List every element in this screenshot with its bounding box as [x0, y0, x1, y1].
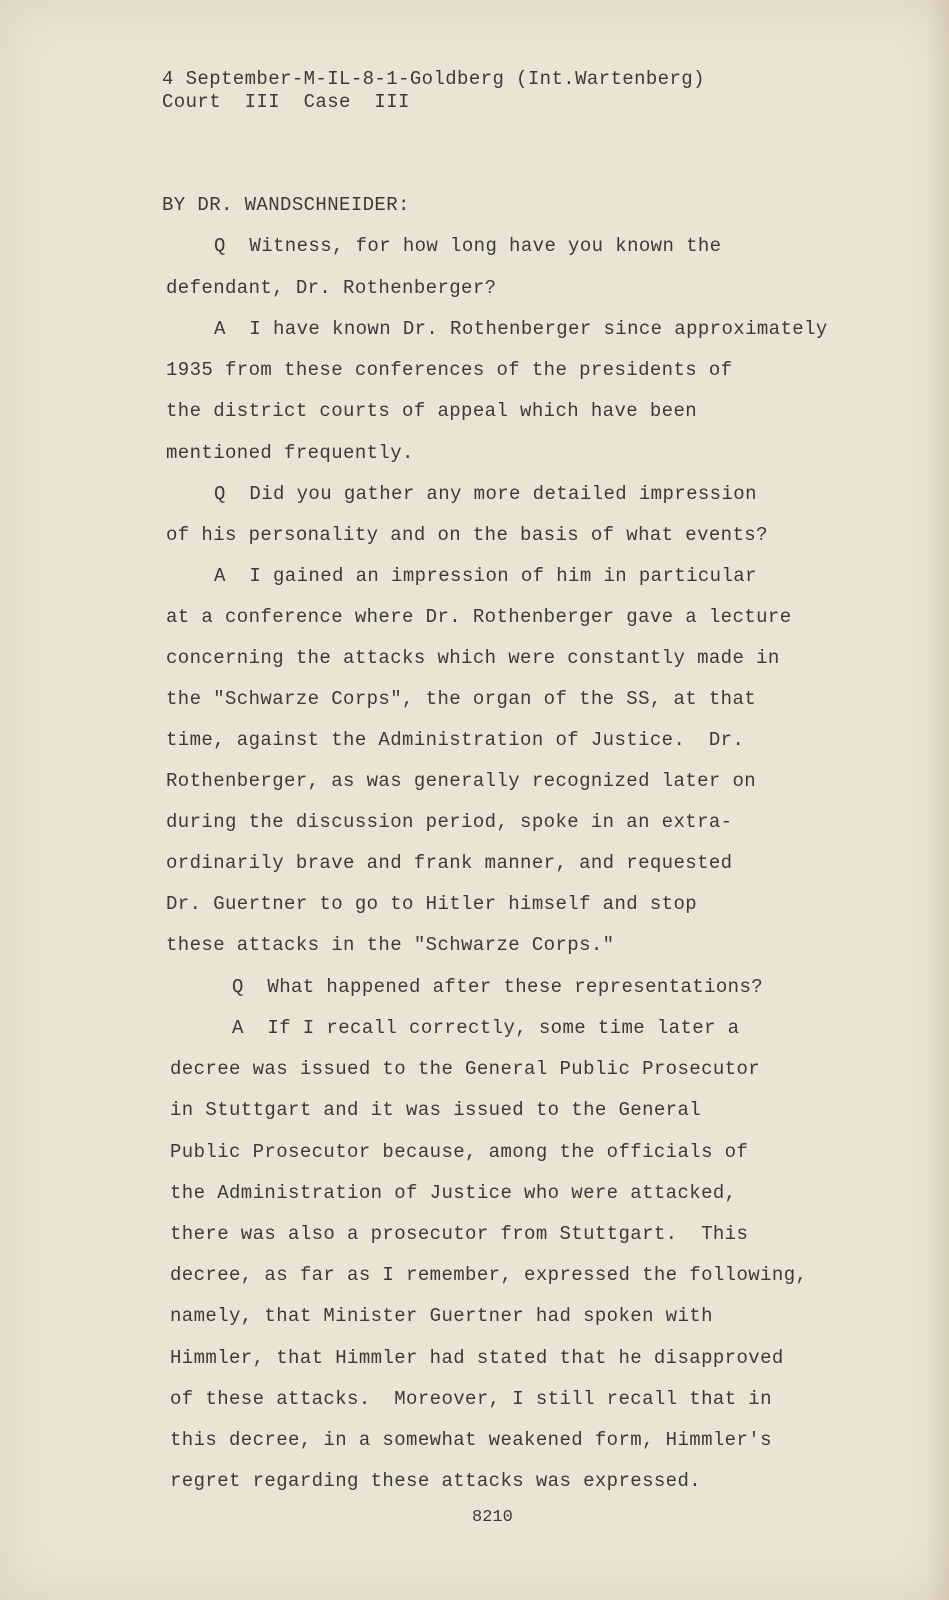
examiner-heading: BY DR. WANDSCHNEIDER:: [162, 194, 410, 216]
text-line: time, against the Administration of Justice. Dr.: [166, 729, 745, 751]
text-line: Public Prosecutor because, among the officials of: [170, 1141, 749, 1163]
text-line: Himmler, that Himmler had stated that he disapproved: [170, 1347, 784, 1369]
text-line: the "Schwarze Corps", the organ of the SS, at that: [166, 688, 757, 710]
text-line: the district courts of appeal which have been: [166, 400, 698, 422]
answer-line: A I gained an impression of him in particular: [214, 565, 757, 587]
page-number: 8210: [472, 1508, 513, 1527]
text-line: namely, that Minister Guertner had spoken with: [170, 1305, 713, 1327]
text-line: during the discussion period, spoke in an extra-: [166, 811, 733, 833]
answer-line: A I have known Dr. Rothenberger since approximately: [214, 318, 828, 340]
page-edge-shadow: [927, 0, 949, 1600]
text-line: decree, as far as I remember, expressed the following,: [170, 1264, 808, 1286]
text-line: of his personality and on the basis of what events?: [166, 524, 768, 546]
text-line: these attacks in the "Schwarze Corps.": [166, 934, 615, 956]
text-line: in Stuttgart and it was issued to the General: [170, 1099, 702, 1121]
answer-line: A If I recall correctly, some time later a: [232, 1017, 740, 1039]
header-line-1: 4 September-M-IL-8-1-Goldberg (Int.Wartenberg): [162, 68, 705, 90]
text-line: decree was issued to the General Public Prosecutor: [170, 1058, 761, 1080]
text-line: of these attacks. Moreover, I still recall that in: [170, 1388, 772, 1410]
text-line: defendant, Dr. Rothenberger?: [166, 277, 497, 299]
text-line: regret regarding these attacks was expressed.: [170, 1470, 702, 1492]
text-line: Rothenberger, as was generally recognized later on: [166, 770, 757, 792]
text-line: this decree, in a somewhat weakened form, Himmler's: [170, 1429, 772, 1451]
question-line: Q Witness, for how long have you known the: [214, 235, 722, 257]
text-line: ordinarily brave and frank manner, and requested: [166, 852, 733, 874]
text-line: Dr. Guertner to go to Hitler himself and stop: [166, 893, 698, 915]
question-line: Q Did you gather any more detailed impression: [214, 483, 757, 505]
text-line: the Administration of Justice who were attacked,: [170, 1182, 737, 1204]
question-line: Q What happened after these representations?: [232, 976, 764, 998]
text-line: concerning the attacks which were constantly made in: [166, 647, 780, 669]
header-line-2: Court III Case III: [162, 91, 410, 113]
text-line: there was also a prosecutor from Stuttgart. This: [170, 1223, 749, 1245]
text-line: mentioned frequently.: [166, 442, 414, 464]
text-line: 1935 from these conferences of the presidents of: [166, 359, 733, 381]
text-line: at a conference where Dr. Rothenberger gave a lecture: [166, 606, 792, 628]
